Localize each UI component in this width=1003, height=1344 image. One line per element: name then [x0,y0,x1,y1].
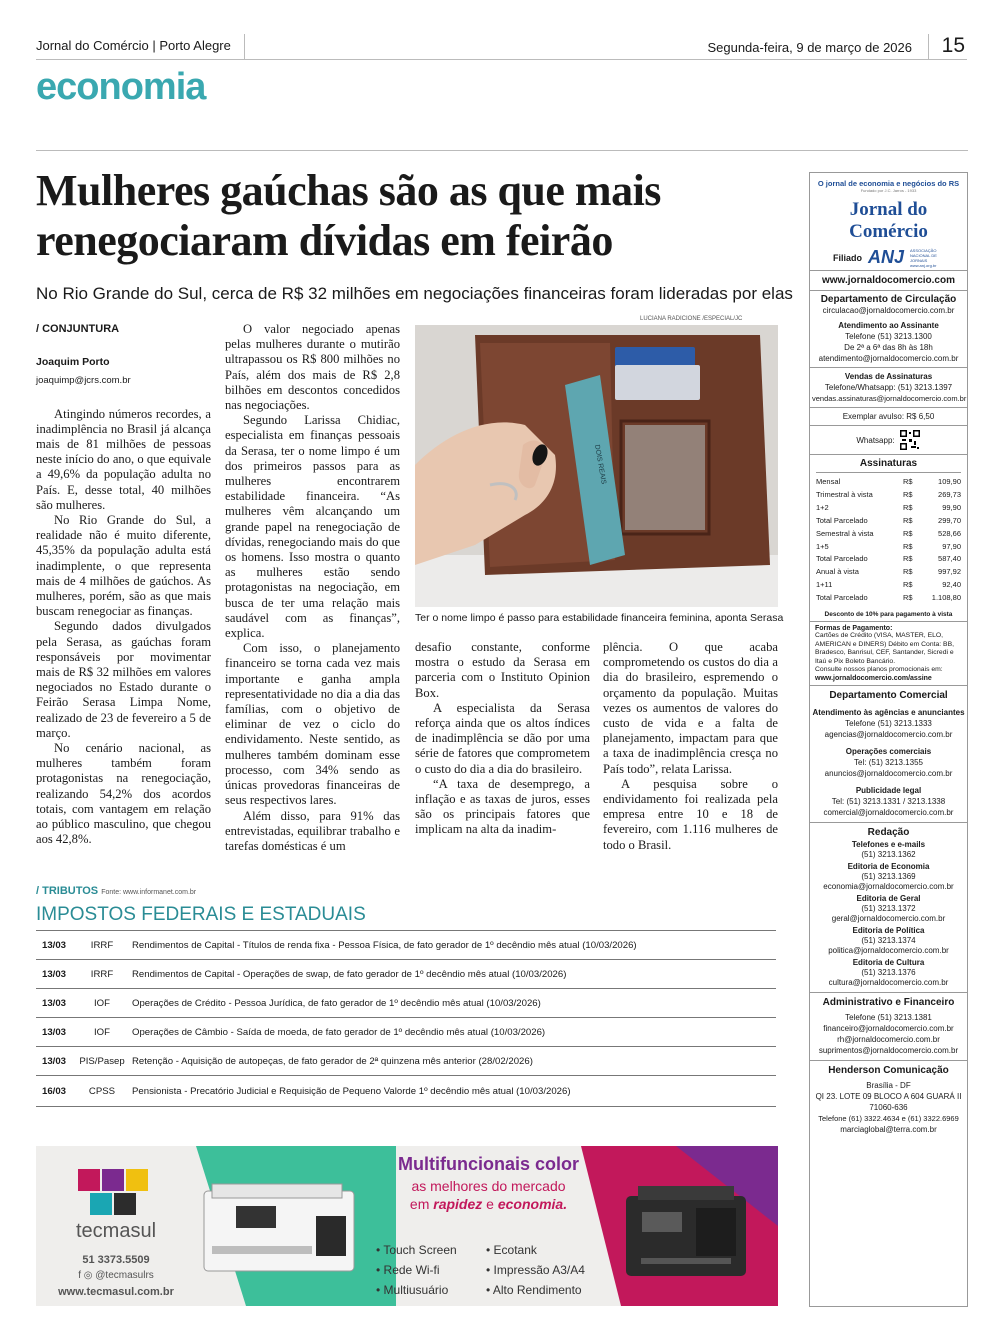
ad-social [36,1270,196,1281]
feature-label: Impressão A3/A4 [493,1263,585,1277]
phone: Telefone (51) 3213.1333 [845,719,932,729]
publication-name: Jornal do Comércio | Porto Alegre [36,38,231,53]
feature-label: Rede Wi-fi [383,1263,440,1277]
ad-line3-pre: em [409,1196,430,1212]
price-plan: Mensal [816,477,841,486]
assine-link[interactable]: www.jornaldocomercio.com/assine [815,675,932,683]
hours: De 2ª a 6ª das 8h às 18h [844,343,933,352]
banknote-text: DOIS REAIS [593,444,607,485]
ad-headline: Multifuncionais color [397,1154,579,1174]
redacao-label: Editoria de Economia [847,862,930,872]
price-plan: Anual à vista [816,567,859,577]
comercial-title: Departamento Comercial [829,690,948,702]
paragraph: No cenário nacional, as mulheres também foram protagonistas na renegociação, realizando 54,2% dos acordos totais, com vantagem em relação ao público masculino, que chegou aos 42,8%. [36,741,211,847]
anj-text: ASSOCIAÇÃO NACIONAL DE JORNAIS [910,247,937,263]
qr-code-icon[interactable] [899,429,921,451]
price-value: 109,90 [938,477,961,486]
price-currency: R$ [903,541,913,551]
price-currency: R$ [903,502,913,512]
newspaper-logo: Jornal do Comércio [849,199,928,242]
article-kicker: / CONJUNTURA [36,323,120,335]
anj-logo: ANJ [867,247,904,267]
anj-url: www.anj.org.br [910,262,937,268]
price-currency: R$ [903,567,913,577]
table-row [36,1046,776,1075]
price-table [816,476,961,605]
photo-credit: LUCIANA RADICIONE /ESPECIAL/JC [640,316,743,322]
article-column-2 [225,322,400,854]
address: QI 23. LOTE 09 BLOCO A 604 GUARÁ II [815,1092,962,1102]
price-row [816,502,961,515]
price-plan: 1+2 [816,502,829,512]
tax-type: IOF [94,997,110,1009]
ad-brand-name: tecmasul [75,1220,157,1242]
whatsapp-row [810,426,967,454]
email-link[interactable]: politica@jornaldocomercio.com.br [828,946,949,956]
tax-date: 13/03 [42,939,67,951]
page-header [36,32,967,60]
email-link[interactable]: financeiro@jornaldocomercio.com.br [823,1024,954,1034]
price-value: 1.108,80 [931,593,961,603]
redacao-item [812,840,965,860]
paragraph: A especialista da Serasa reforça ainda que os altos índices de inadimplência se dão por uma série de fatores que comprometem o custo do dia a dia do brasileiro. [415,700,590,776]
photo-caption: Ter o nome limpo é passo para estabilidade financeira feminina, aponta Serasa [415,612,784,624]
pagamento-text: Cartões de Crédito (VISA, MASTER, ELO, AMERICAN e DINERS) Débito em Conta: BB, Bradesco, Banrisul, CEF, Santander, Sicredi e Itaú e Pix Boleto Bancário. [815,632,955,665]
ad-line3 [396,1196,581,1212]
redacao-item [812,926,965,956]
price-plan: Total Parcelado [816,593,868,603]
paragraph: A pesquisa sobre o endividamento foi realizada pela empresa entre 10 e 18 de fevereiro, com 1.116 mulheres de todo o Brasil. [603,776,778,852]
page-number: 15 [941,34,965,57]
tax-date: 16/03 [42,1085,67,1097]
price-currency: R$ [903,489,913,499]
email-link[interactable]: cultura@jornaldocomercio.com.br [828,978,949,988]
redacao-label: Telefones e e-mails [851,840,926,850]
sidebar [809,172,968,1307]
tax-type: PIS/Pasep [79,1055,125,1067]
tax-date: 13/03 [42,997,67,1009]
price-row [816,476,961,489]
price-row [816,528,961,541]
price-currency: R$ [903,515,913,525]
whatsapp-label: Whatsapp: [856,435,895,445]
tax-table [36,930,776,1107]
henderson-title: Henderson Comunicação [828,1065,949,1077]
feature-item: • Rede Wi-fi [376,1263,440,1277]
header-divider [244,34,245,60]
administrativo-title: Administrativo e Financeiro [822,997,955,1009]
feature-item: • Impressão A3/A4 [486,1263,585,1277]
tax-description: Retenção - Aquisição de autopeças, de fato gerador de 2ª quinzena mês anterior (28/02/2026) [132,1055,533,1067]
tax-date: 13/03 [42,968,67,980]
price-plan: Trimestral à vista [816,489,873,499]
feature-item: • Ecotank [486,1243,537,1257]
henderson-block [810,1061,967,1139]
assinaturas-title: Assinaturas [859,458,918,469]
instagram-icon: ◎ [83,1270,93,1281]
ad-line3-mid: e [486,1196,494,1212]
paragraph: “A taxa de desemprego, a inflação e as taxas de juros, esses são os principais fatores que implicam na alta da inadim- [415,776,590,837]
table-row [36,930,776,959]
tributos-label: / TRIBUTOS [36,885,99,897]
ad-line2: as melhores do mercado [411,1178,566,1194]
tax-description: Rendimentos de Capital - Operações de swap, de fato gerador de 1º decêndio mês atual (10/03/2026) [132,968,567,980]
email-link[interactable]: suprimentos@jornaldocomercio.com.br [818,1046,959,1056]
price-plan: 1+5 [816,541,829,551]
price-currency: R$ [903,477,913,486]
vendas-block [810,368,967,407]
article-title: Mulheres gaúchas são as que mais renegociaram dívidas em feirão [36,166,661,265]
ad-social-handle: @tecmasulrs [95,1270,154,1281]
redacao-item [812,958,965,988]
operacoes-title: Operações comerciais [845,747,932,757]
price-plan: Semestral à vista [816,528,874,538]
printer-image-right [626,1186,746,1276]
ad-features-left [376,1240,457,1300]
tributos-source: Fonte: www.informanet.com.br [101,889,197,896]
city: Brasília - DF [866,1081,911,1091]
paragraph: plência. O que acaba comprometendo os custos do dia a dia do brasileiro, espremendo o orçamento da população. Muitas vezes os aumentos de valores do custo de vida e a falta de planejamento, impactam para que a taxa de inadimplência cresça no País todo”, relata Larissa. [603,640,778,776]
table-row [36,1075,776,1107]
phone: Telefone (61) 3322.4634 e (61) 3322.6969 [818,1114,959,1124]
price-value: 997,92 [938,567,961,577]
phone: (51) 3213.1362 [861,850,916,860]
redacao-title: Redação [867,827,910,839]
price-value: 269,73 [938,489,961,499]
comercial-subtitle: Atendimento às agências e anunciantes [812,708,965,718]
email-link[interactable]: geral@jornaldocomercio.com.br [831,914,946,924]
price-value: 587,40 [938,554,961,564]
article-photo [415,325,778,607]
email-link[interactable]: economia@jornaldocomercio.com.br [823,882,954,892]
vendas-title: Vendas de Assinaturas [844,372,933,381]
tributos-title: IMPOSTOS FEDERAIS E ESTADUAIS [36,904,366,925]
tax-type: IRRF [90,939,114,951]
phone: (51) 3213.1372 [861,904,916,914]
feature-label: Touch Screen [383,1243,457,1257]
printer-image-left [204,1184,354,1271]
paragraph: Com isso, o planejamento financeiro se torna cada vez mais importante e ganha ampla representatividade no dia a dia das famílias, com o objetivo de eliminar de vez o ciclo do endividamento. Neste sentido, as mulheres também dominam esse processo, com 34% sendo as únicas provedoras financeiras de seus respectivos lares. [225,641,400,808]
tax-type: IRRF [90,968,114,980]
ad-features-right [486,1240,585,1300]
tax-date: 13/03 [42,1055,67,1067]
avulso-price: Exemplar avulso: R$ 6,50 [842,412,935,421]
comercial-block [810,686,967,822]
email-link[interactable]: anuncios@jornaldocomercio.com.br [824,769,953,779]
email-link[interactable]: atendimento@jornaldocomercio.com.br [818,354,959,363]
redacao-label: Editoria de Política [852,926,925,936]
postal-code: 71060-636 [869,1103,908,1113]
section-title: economia [36,66,206,108]
affiliated-label: Filiado [832,252,862,263]
masthead [810,173,967,270]
tax-description: Pensionista - Precatório Judicial e Requisição de Pequeno Valorde 1º decêndio mês atual (10/03/2026) [132,1085,571,1097]
price-value: 99,90 [942,502,961,512]
price-row [816,553,961,566]
feature-item: • Touch Screen [376,1243,457,1257]
founded-note: Fundado por J.C. Jarros - 1933 [860,188,917,193]
redacao-label: Editoria de Cultura [852,958,925,968]
email-link[interactable]: marciaglobal@terra.com.br [840,1125,937,1135]
paragraph: Atingindo números recordes, a inadimplência no Brasil já alcança mais de 81 milhões de pessoas neste início do ano, o que equivale a 49,6% da população adulta no País. E, desse total, 40 milhões são mulheres. [36,406,211,512]
price-row [816,592,961,605]
redacao-item [812,894,965,924]
tecmasul-advertisement[interactable] [36,1146,778,1306]
paragraph: Segundo dados divulgados pela Serasa, as gaúchas foram responsáveis por movimentar mais de R$ 32 milhões em valores negociados no Estado durante o Feirão Serasa Limpa Nome, realizado de 23 de fevereiro a 5 de março. [36,619,211,740]
header-divider [928,34,929,60]
tax-description: Operações de Crédito - Pessoa Jurídica, de fato gerador de 1º decêndio mês atual (10/03/2026) [132,997,541,1009]
feature-item: • Alto Rendimento [486,1283,582,1297]
price-currency: R$ [903,593,913,603]
tax-description: Rendimentos de Capital - Títulos de renda fixa - Pessoa Física, de fato gerador de 1º decêndio mês atual (10/03/2026) [132,939,637,951]
price-plan: Total Parcelado [816,515,868,525]
price-row [816,515,961,528]
ad-phone: 51 3373.5509 [82,1254,150,1266]
price-row [816,566,961,579]
phone: Telefone (51) 3213.1300 [845,332,932,341]
ad-line3-highlight-b: economia. [497,1196,568,1212]
redacao-label: Editoria de Geral [856,894,921,904]
feature-label: Ecotank [493,1243,537,1257]
redacao-block [810,823,967,992]
table-row [36,988,776,1017]
article-column-3 [415,640,590,838]
price-currency: R$ [903,580,913,590]
redacao-item [812,862,965,892]
price-value: 92,40 [942,580,961,590]
pagamento-title: Formas de Pagamento: [815,625,893,633]
tagline: O jornal de economia e negócios do RS [817,179,960,188]
paragraph: Além disso, para 91% das entrevistadas, equilibrar trabalho e tarefas domésticas é um [225,808,400,853]
assinaturas-block [810,455,967,621]
article-subtitle: No Rio Grande do Sul, cerca de R$ 32 milhões em negociações financeiras foram lideradas por elas [36,284,793,303]
divider [36,150,968,151]
email-link[interactable]: agencias@jornaldocomercio.com.br [824,730,953,740]
circulacao-block [810,291,967,367]
price-plan: 1+11 [816,580,833,590]
assinante-title: Atendimento ao Assinante [838,321,939,330]
phone: Tel: (51) 3213.1355 [854,758,923,768]
tributos-kicker [36,885,196,897]
tax-type: IOF [94,1026,110,1038]
ad-line3-highlight-a: rapidez [433,1196,483,1212]
tax-type: CPSS [88,1085,116,1097]
phone: (51) 3213.1374 [861,936,916,946]
facebook-icon: f [78,1270,81,1281]
pagamento-more: Consulte nossos planos promocionais em: [815,666,943,674]
price-plan: Total Parcelado [816,554,868,564]
price-value: 97,90 [942,541,961,551]
price-value: 528,66 [938,528,961,538]
feature-item: • Multiusuário [376,1283,449,1297]
paragraph: Segundo Larissa Chidiac, especialista em finanças pessoais da Serasa, ter o nome limpo é um dos primeiros passos para as mulheres encontrarem estabilidade financeira. “As mulheres vêm alcançando um grande papel na renegociação de dívidas, renegociando mais do que os homens. Isso mostra o quanto as mulheres estão sendo protagonistas na negociação, em busca de ter uma relação mais saudável com as finanças”, explica. [225,413,400,641]
anj-affiliation [814,247,963,268]
paragraph: O valor negociado apenas pelas mulheres durante o mutirão ultrapassou os R$ 800 milhões no País, além dos mais de R$ 2,8 bilhões em descontos concedidos nas negociações. [225,322,400,413]
phone: Telefone (51) 3213.1381 [845,1013,932,1023]
feature-label: Alto Rendimento [492,1283,582,1297]
redacao-list [812,840,965,988]
feature-label: Multiusuário [383,1283,449,1297]
price-currency: R$ [903,528,913,538]
price-row [816,579,961,592]
article-column-4 [603,640,778,853]
email-link[interactable]: circulacao@jornaldocomercio.com.br [822,306,955,315]
table-row [36,959,776,988]
paragraph: No Rio Grande do Sul, a realidade não é muito diferente, 45,35% da população adulta está inadimplente, o que representa mais de 4 milhões de gaúchos. As mulheres, porém, são as que mais buscam renegociar as finanças. [36,513,211,619]
email-link[interactable]: vendas.assinaturas@jornaldocomercio.com.br [812,394,967,403]
tax-description: Operações de Câmbio - Saída de moeda, de fato gerador de 1º decêndio mês atual (10/03/2026) [132,1026,546,1038]
price-value: 299,70 [938,515,961,525]
email-link[interactable]: rh@jornaldocomercio.com.br [837,1035,940,1045]
paragraph: desafio constante, conforme mostra o estudo da Serasa em parceria com o Instituto Opinion Box. [415,640,590,700]
ad-website[interactable]: www.tecmasul.com.br [58,1286,174,1298]
price-row [816,489,961,502]
email-link[interactable]: comercial@jornaldocomercio.com.br [823,808,954,818]
price-row [816,541,961,554]
phone: (51) 3213.1376 [861,968,916,978]
author-name: Joaquim Porto [36,356,110,369]
pagamento-block [810,622,967,685]
discount-note: Desconto de 10% para pagamento à vista [824,611,953,619]
phone: (51) 3213.1369 [861,872,916,882]
table-row [36,1017,776,1046]
phone: Tel: (51) 3213.1331 / 3213.1338 [831,797,946,807]
tax-date: 13/03 [42,1026,67,1038]
administrativo-block [810,993,967,1060]
publicidade-title: Publicidade legal [855,786,922,796]
website-link[interactable]: www.jornaldocomercio.com [822,275,955,286]
price-currency: R$ [903,554,913,564]
wallet-photo [415,325,778,607]
edition-date: Segunda-feira, 9 de março de 2026 [707,40,912,55]
phone: Telefone/Whatsapp: (51) 3213.1397 [824,383,953,392]
circulacao-title: Departamento de Circulação [820,294,957,305]
author-email: joaquimp@jcrs.com.br [36,375,131,387]
article-column-1 [36,322,211,848]
